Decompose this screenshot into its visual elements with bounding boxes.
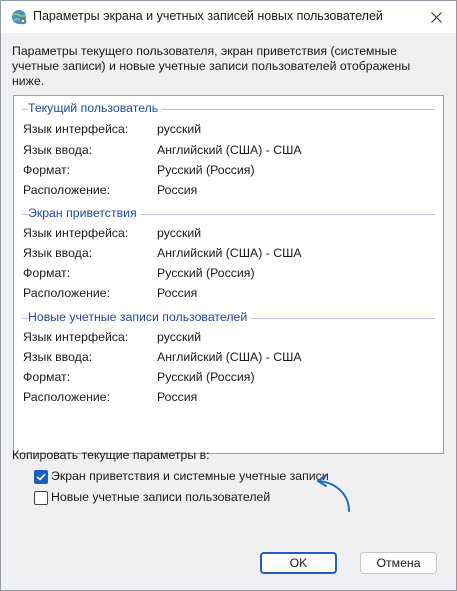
description-text: Параметры текущего пользователя, экран приветствия (системные учетные записи) и новые учетные записи пользователей отображены ниже. — [12, 44, 411, 88]
settings-panel — [13, 95, 444, 454]
checkbox-unchecked[interactable] — [34, 491, 48, 505]
section-new-users — [14, 310, 443, 326]
row-label: Язык интерфейса: — [23, 330, 129, 344]
row-value: Английский (США) - США — [157, 350, 302, 364]
window-title: Параметры экрана и учетных записей новых пользователей — [33, 9, 383, 23]
section-welcome-screen — [14, 206, 443, 222]
annotation-arrow-icon — [313, 473, 361, 515]
checkmark-icon — [35, 471, 47, 483]
row-label: Расположение: — [23, 390, 111, 404]
row-value: русский — [157, 330, 202, 344]
row-value: русский — [157, 122, 202, 136]
row-label: Язык ввода: — [23, 350, 93, 364]
globe-settings-icon — [11, 9, 27, 25]
row-value: Английский (США) - США — [157, 143, 302, 157]
row-label: Язык ввода: — [23, 246, 93, 260]
row-value: Россия — [157, 183, 198, 197]
section-title: Новые учетные записи пользователей — [28, 310, 251, 324]
close-icon — [431, 12, 442, 23]
row-value: Русский (Россия) — [157, 163, 255, 177]
checkbox-checked[interactable] — [34, 470, 48, 484]
section-current-user — [14, 101, 443, 117]
row-label: Язык интерфейса: — [23, 122, 129, 136]
cancel-button[interactable]: Отмена — [360, 552, 437, 574]
row-label: Язык ввода: — [23, 143, 93, 157]
row-label: Язык интерфейса: — [23, 226, 129, 240]
row-value: Россия — [157, 390, 198, 404]
row-value: Русский (Россия) — [157, 370, 255, 384]
close-button[interactable] — [416, 1, 456, 33]
checkbox-label: Новые учетные записи пользователей — [51, 490, 271, 504]
row-value: Россия — [157, 286, 198, 300]
row-label: Расположение: — [23, 183, 111, 197]
dialog-content — [1, 33, 456, 590]
copy-settings-label: Копировать текущие параметры в: — [12, 448, 210, 462]
row-label: Формат: — [23, 163, 71, 177]
title-bar[interactable] — [1, 1, 456, 33]
row-label: Расположение: — [23, 286, 111, 300]
row-value: Русский (Россия) — [157, 266, 255, 280]
row-label: Формат: — [23, 266, 71, 280]
section-title: Экран приветствия — [28, 206, 141, 220]
checkbox-label: Экран приветствия и системные учетные записи — [51, 469, 329, 483]
row-value: русский — [157, 226, 202, 240]
ok-button[interactable]: OK — [260, 552, 337, 574]
row-label: Формат: — [23, 370, 71, 384]
section-title: Текущий пользователь — [28, 101, 162, 115]
row-value: Английский (США) - США — [157, 246, 302, 260]
